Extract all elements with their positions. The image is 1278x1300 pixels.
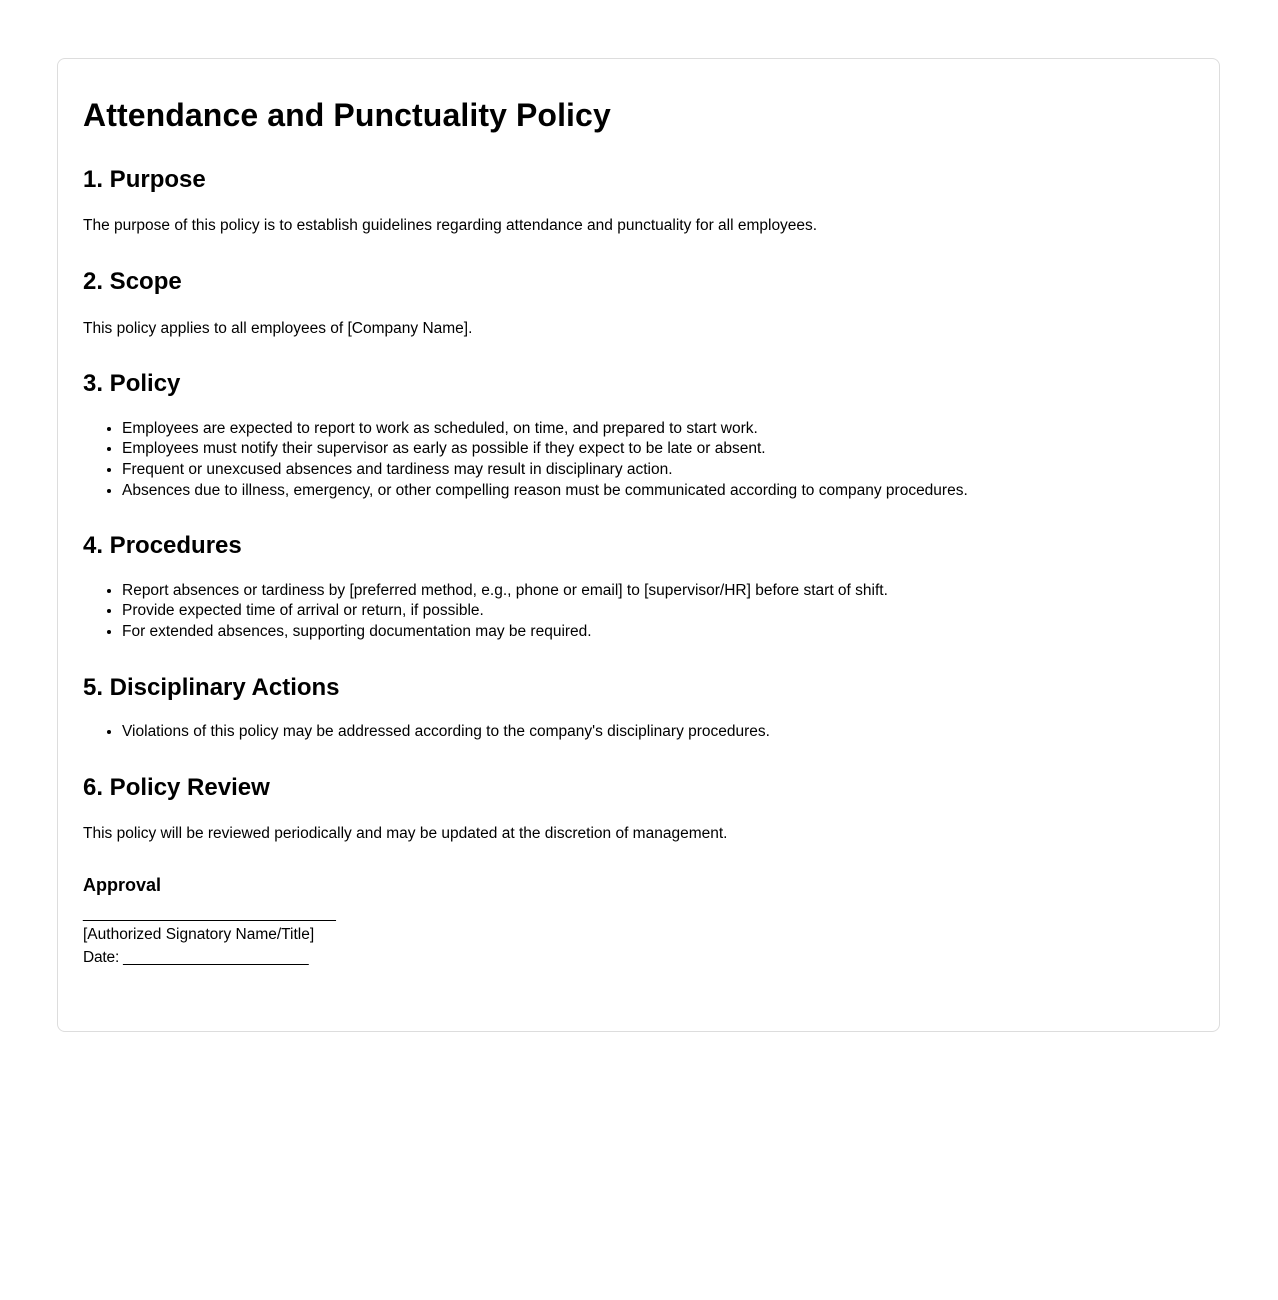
list-item: • Employees are expected to report to work as scheduled, on time, and prepared to start work.	[122, 420, 1185, 439]
list-item: • Employees must notify their supervisor as early as possible if they expect to be late or absent.	[122, 440, 1185, 459]
date-field-label: Date: ______________________	[83, 949, 309, 967]
policy-bullet-list	[83, 420, 1185, 500]
approval-block	[83, 875, 1185, 968]
page-title: Attendance and Punctuality Policy	[83, 97, 611, 133]
list-item: • Violations of this policy may be addressed according to the company's disciplinary procedures.	[122, 723, 1185, 742]
list-item: • Provide expected time of arrival or return, if possible.	[122, 602, 1185, 621]
section-heading-scope: 2. Scope	[83, 267, 182, 295]
document-body	[83, 97, 1185, 968]
list-item: • Frequent or unexcused absences and tardiness may result in disciplinary action.	[122, 461, 1185, 480]
list-item: • For extended absences, supporting documentation may be required.	[122, 623, 1185, 642]
section-heading-procedures: 4. Procedures	[83, 532, 242, 560]
section-paragraph-policy-review: This policy will be reviewed periodically and may be updated at the discretion of management.	[83, 825, 728, 843]
section-heading-purpose: 1. Purpose	[83, 165, 206, 193]
list-item: • Report absences or tardiness by [preferred method, e.g., phone or email] to [supervisor/HR] before start of shift.	[122, 582, 1185, 601]
document-card	[57, 58, 1220, 1032]
list-item: • Absences due to illness, emergency, or other compelling reason must be communicated according to company procedures.	[122, 482, 1185, 501]
section-paragraph-scope: This policy applies to all employees of [Company Name].	[83, 319, 473, 337]
section-heading-policy-review: 6. Policy Review	[83, 773, 270, 801]
section-paragraph-purpose: The purpose of this policy is to establish guidelines regarding attendance and punctuality for all employees.	[83, 217, 818, 235]
approval-heading: Approval	[83, 874, 162, 895]
disciplinary-bullet-list	[83, 723, 1185, 742]
section-heading-disciplinary-actions: 5. Disciplinary Actions	[83, 673, 340, 701]
procedures-bullet-list	[83, 582, 1185, 642]
section-heading-policy: 3. Policy	[83, 370, 181, 398]
signature-rule: ______________________________	[83, 904, 336, 922]
signatory-label: [Authorized Signatory Name/Title]	[83, 925, 315, 943]
